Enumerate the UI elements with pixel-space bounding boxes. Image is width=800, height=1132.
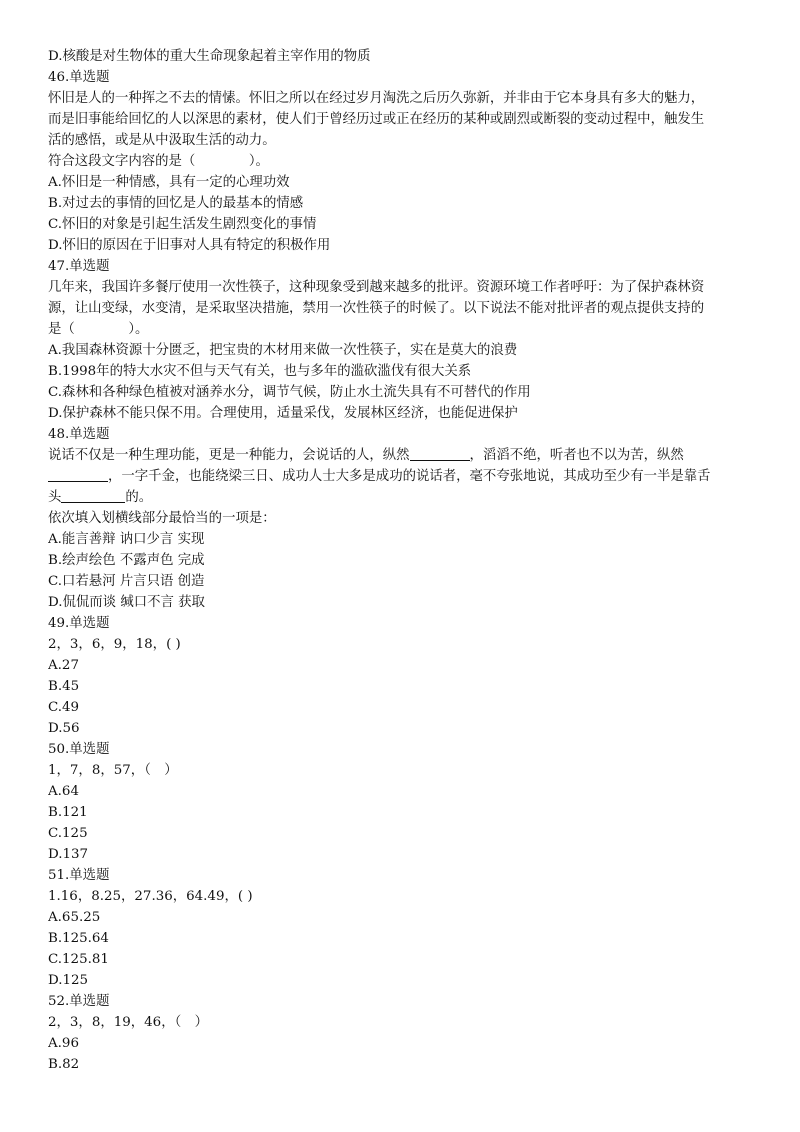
q48-passage-line-1 xyxy=(48,445,752,466)
q50-sequence: 1，7，8，57，（ ） xyxy=(48,763,178,778)
q48-passage-line-2 xyxy=(48,466,752,487)
q48-text-1b: ，滔滔不绝，听者也不以为苦，纵然 xyxy=(469,448,684,463)
q51-sequence: 1.16，8.25，27.36，64.49，( ) xyxy=(48,889,253,904)
q51-option-b: B.125.64 xyxy=(48,931,109,946)
q46-heading: 46.单选题 xyxy=(48,70,110,85)
q47-heading: 47.单选题 xyxy=(48,259,110,274)
q48-text-3a: 头 xyxy=(48,490,62,505)
q47-option-c: C.森林和各种绿色植被对涵养水分，调节气候，防止水土流失具有不可替代的作用 xyxy=(48,385,531,400)
q50-option-d: D.137 xyxy=(48,847,89,862)
q46-option-c: C.怀旧的对象是引起生活发生剧烈变化的事情 xyxy=(48,217,317,232)
q52-option-b: B.82 xyxy=(48,1057,80,1072)
q46-option-a: A.怀旧是一种情感，具有一定的心理功效 xyxy=(48,175,290,190)
q48-text-3b: 的。 xyxy=(125,490,153,505)
q48-text-2: ，一字千金，也能绕梁三日、成功人士大多是成功的说话者，毫不夸张地说，其成功至少有一半是靠舌 xyxy=(108,469,711,484)
q51-heading: 51.单选题 xyxy=(48,868,110,883)
fill-blank-3 xyxy=(61,487,125,503)
q46-question: 符合这段文字内容的是（ ）。 xyxy=(48,154,269,169)
q49-option-b: B.45 xyxy=(48,679,80,694)
q46-option-b: B.对过去的事情的回忆是人的最基本的情感 xyxy=(48,196,304,211)
q48-text-1a: 说话不仅是一种生理功能，更是一种能力，会说话的人，纵然 xyxy=(48,448,410,463)
q47-option-b: B.1998年的特大水灾不但与天气有关，也与多年的滥砍滥伐有很大关系 xyxy=(48,364,472,379)
q52-sequence: 2，3，8，19，46，（ ） xyxy=(48,1015,209,1030)
q46-option-d: D.怀旧的原因在于旧事对人具有特定的积极作用 xyxy=(48,238,331,253)
q48-question: 依次填入划横线部分最恰当的一项是： xyxy=(48,511,276,526)
fill-blank-2 xyxy=(48,466,108,482)
q48-option-b: B.绘声绘色 不露声色 完成 xyxy=(48,553,205,568)
q49-option-d: D.56 xyxy=(48,721,80,736)
q51-option-c: C.125.81 xyxy=(48,952,109,967)
q48-heading: 48.单选题 xyxy=(48,427,110,442)
q47-passage-line-3: 是（ ）。 xyxy=(48,322,149,337)
q46-passage-line-3: 活的感悟，或是从中汲取生活的动力。 xyxy=(48,133,276,148)
q49-option-c: C.49 xyxy=(48,700,80,715)
q51-option-a: A.65.25 xyxy=(48,910,101,925)
q51-option-d: D.125 xyxy=(48,973,89,988)
q48-option-a: A.能言善辩 讷口少言 实现 xyxy=(48,532,205,547)
q48-passage xyxy=(48,445,752,508)
q47-passage xyxy=(48,277,752,340)
q52-option-a: A.96 xyxy=(48,1036,79,1051)
q46-passage xyxy=(48,88,752,151)
q46-passage-line-1: 怀旧是人的一种挥之不去的情愫。怀旧之所以在经过岁月淘洗之后历久弥新，并非由于它本身具有多大的魅力， xyxy=(48,91,705,106)
q50-option-c: C.125 xyxy=(48,826,88,841)
q50-option-a: A.64 xyxy=(48,784,79,799)
fill-blank-1 xyxy=(410,445,470,461)
q47-passage-line-1: 几年来，我国许多餐厅使用一次性筷子，这种现象受到越来越多的批评。资源环境工作者呼吁：为了保护森林资 xyxy=(48,280,705,295)
q47-option-d: D.保护森林不能只保不用。合理使用，适量采伐，发展林区经济，也能促进保护 xyxy=(48,406,518,421)
q49-sequence: 2，3，6，9，18，( ) xyxy=(48,637,181,652)
q50-heading: 50.单选题 xyxy=(48,742,110,757)
q49-heading: 49.单选题 xyxy=(48,616,110,631)
q47-option-a: A.我国森林资源十分匮乏，把宝贵的木材用来做一次性筷子，实在是莫大的浪费 xyxy=(48,343,518,358)
q48-option-c: C.口若悬河 片言只语 创造 xyxy=(48,574,205,589)
q45-option-d: D.核酸是对生物体的重大生命现象起着主宰作用的物质 xyxy=(48,49,371,64)
q50-option-b: B.121 xyxy=(48,805,88,820)
q52-heading: 52.单选题 xyxy=(48,994,110,1009)
q46-passage-line-2: 而是旧事能给回忆的人以深思的素材，使人们于曾经历过或正在经历的某种或剧烈或断裂的变动过程中，触发生 xyxy=(48,112,705,127)
q47-passage-line-2: 源，让山变绿，水变清，是采取坚决措施，禁用一次性筷子的时候了。以下说法不能对批评者的观点提供支持的 xyxy=(48,301,705,316)
q49-option-a: A.27 xyxy=(48,658,79,673)
q48-passage-line-3 xyxy=(48,487,752,508)
q48-option-d: D.侃侃而谈 缄口不言 获取 xyxy=(48,595,205,610)
